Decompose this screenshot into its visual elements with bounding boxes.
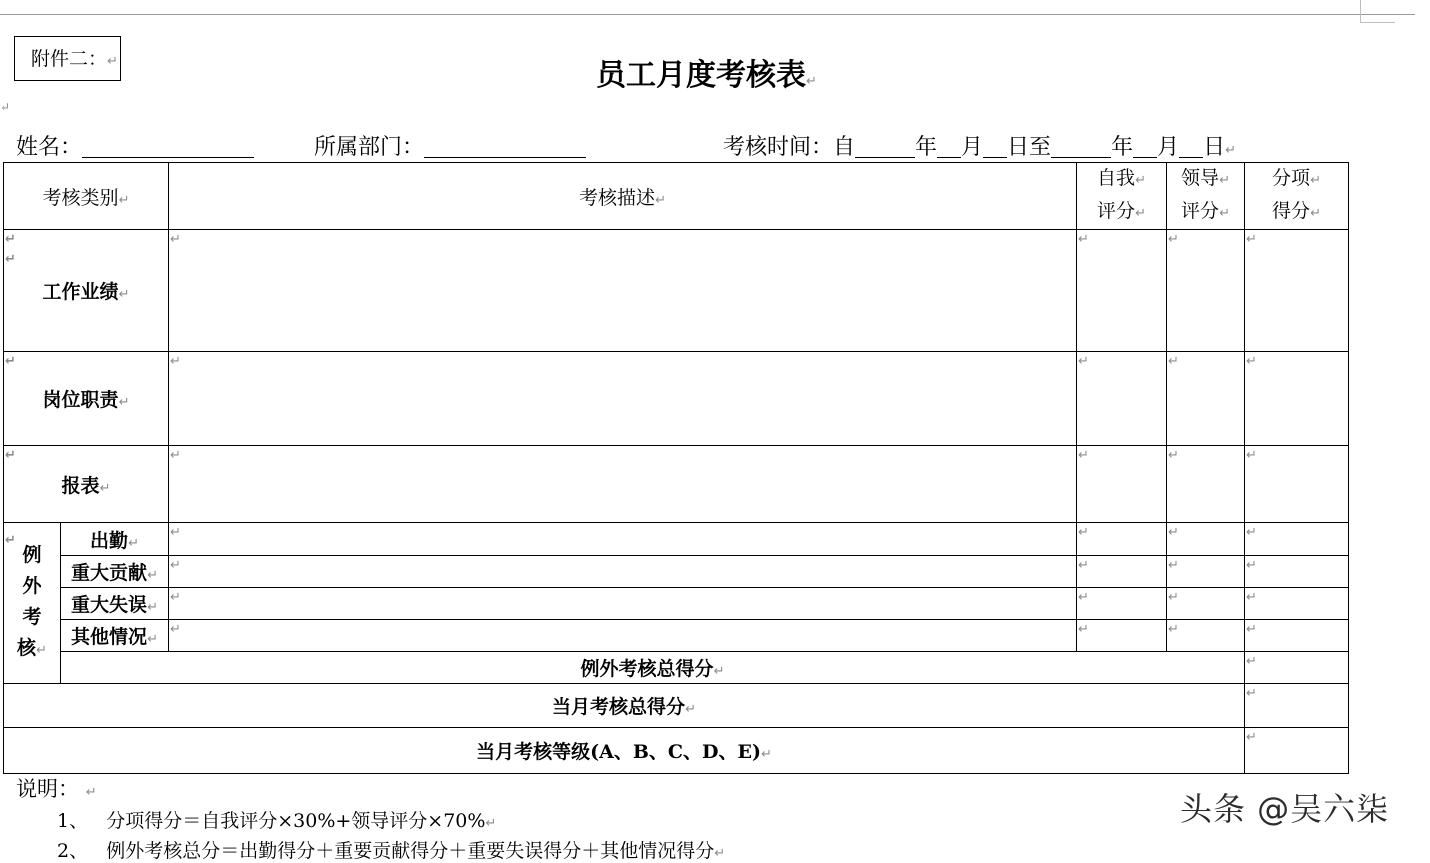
row-attendance xyxy=(4,523,1349,556)
cell-leader-score[interactable]: ↵ xyxy=(1167,588,1245,620)
row-major-contribution xyxy=(4,556,1349,588)
cell-leader-score[interactable]: ↵ xyxy=(1167,620,1245,652)
row-job-duties xyxy=(4,352,1349,446)
month2-label: 月 xyxy=(1157,135,1180,160)
day1-blank[interactable] xyxy=(983,135,1007,158)
sub-item-other: 其他情况↵ xyxy=(61,620,169,652)
cell-self-score[interactable]: ↵ xyxy=(1077,523,1167,556)
month-total-label: 当月考核总得分↵ xyxy=(4,684,1245,728)
name-field xyxy=(16,130,254,161)
day2-blank[interactable] xyxy=(1179,135,1203,158)
time-field xyxy=(723,130,1236,161)
year2-blank[interactable] xyxy=(1051,135,1111,158)
header-self-score: 自我↵ 评分↵ xyxy=(1077,163,1167,230)
cell-self-score[interactable]: ↵ xyxy=(1077,352,1167,446)
cell-item-score[interactable]: ↵ xyxy=(1245,556,1349,588)
cell-description[interactable]: ↵ xyxy=(169,446,1077,523)
cell-item-score[interactable]: ↵ xyxy=(1245,446,1349,523)
note-item-1: 1、 分项得分＝自我评分×30%+领导评分×70%↵ xyxy=(57,810,497,832)
cell-self-score[interactable]: ↵ xyxy=(1077,588,1167,620)
cell-description[interactable]: ↵ xyxy=(169,352,1077,446)
document-title xyxy=(520,50,920,94)
cell-leader-score[interactable]: ↵ xyxy=(1167,523,1245,556)
year2-label: 年 xyxy=(1111,135,1134,160)
time-label: 考核时间：自 xyxy=(723,135,856,160)
cell-description[interactable]: ↵ xyxy=(169,230,1077,352)
cell-leader-score[interactable]: ↵ xyxy=(1167,556,1245,588)
cell-item-score[interactable]: ↵ xyxy=(1245,588,1349,620)
attachment-label: 附件二： xyxy=(31,48,108,70)
row-exception-total xyxy=(4,652,1349,684)
exception-total-label: 例外考核总得分↵ xyxy=(61,652,1245,684)
category-work-performance: ↵ ↵ 工作业绩↵ xyxy=(4,230,169,352)
note-item-2: 2、 例外考核总分＝出勤得分＋重要贡献得分＋重要失误得分＋其他情况得分↵ xyxy=(57,840,726,862)
cell-item-score[interactable]: ↵ xyxy=(1245,523,1349,556)
day-end-label: 日 xyxy=(1203,135,1226,160)
cell-self-score[interactable]: ↵ xyxy=(1077,620,1167,652)
notes-heading: 说明： ↵ xyxy=(16,777,97,801)
sub-item-attendance: 出勤↵ xyxy=(61,523,169,556)
page-corner-mark xyxy=(1360,0,1395,23)
attachment-label-box xyxy=(14,36,121,81)
cell-month-grade[interactable]: ↵ xyxy=(1245,728,1349,774)
category-exception-review: ↵ 例 外 考 核↵ xyxy=(4,523,61,684)
cell-item-score[interactable]: ↵ xyxy=(1245,620,1349,652)
row-month-grade xyxy=(4,728,1349,774)
cell-description[interactable]: ↵ xyxy=(169,620,1077,652)
day-to-label: 日至 xyxy=(1007,135,1052,160)
sub-item-major-mistake: 重大失误↵ xyxy=(61,588,169,620)
cell-description[interactable]: ↵ xyxy=(169,588,1077,620)
dept-label: 所属部门： xyxy=(314,135,425,160)
header-description: 考核描述↵ xyxy=(169,163,1077,230)
month1-label: 月 xyxy=(961,135,984,160)
cell-self-score[interactable]: ↵ xyxy=(1077,556,1167,588)
cell-self-score[interactable]: ↵ xyxy=(1077,446,1167,523)
year1-blank[interactable] xyxy=(855,135,915,158)
row-month-total xyxy=(4,684,1349,728)
header-category: 考核类别↵ xyxy=(4,163,169,230)
evaluation-table xyxy=(3,162,1349,774)
name-label: 姓名： xyxy=(16,135,83,160)
dept-blank[interactable] xyxy=(424,135,586,158)
row-other xyxy=(4,620,1349,652)
row-work-performance xyxy=(4,230,1349,352)
paragraph-mark-icon: ↵ xyxy=(0,100,11,114)
cell-description[interactable]: ↵ xyxy=(169,556,1077,588)
page-top-border xyxy=(0,14,1415,15)
month-grade-label: 当月考核等级(A、B、C、D、E)↵ xyxy=(4,728,1245,774)
cell-item-score[interactable]: ↵ xyxy=(1245,352,1349,446)
title-text: 员工月度考核表 xyxy=(596,58,806,93)
row-major-mistake xyxy=(4,588,1349,620)
year1-label: 年 xyxy=(915,135,938,160)
cell-leader-score[interactable]: ↵ xyxy=(1167,230,1245,352)
category-job-duties: ↵ 岗位职责↵ xyxy=(4,352,169,446)
row-reports xyxy=(4,446,1349,523)
cell-month-total-score[interactable]: ↵ xyxy=(1245,684,1349,728)
dept-field xyxy=(314,130,586,161)
cell-description[interactable]: ↵ xyxy=(169,523,1077,556)
cell-item-score[interactable]: ↵ xyxy=(1245,230,1349,352)
cell-leader-score[interactable]: ↵ xyxy=(1167,352,1245,446)
month2-blank[interactable] xyxy=(1133,135,1157,158)
name-blank[interactable] xyxy=(82,135,254,158)
sub-item-major-contribution: 重大贡献↵ xyxy=(61,556,169,588)
paragraph-mark-icon: ↵ xyxy=(107,54,118,69)
header-item-score: 分项↵ 得分↵ xyxy=(1245,163,1349,230)
cell-self-score[interactable]: ↵ xyxy=(1077,230,1167,352)
paragraph-mark-icon: ↵ xyxy=(1225,143,1237,158)
watermark: 头条 @吴六柒 xyxy=(1180,790,1390,828)
header-leader-score: 领导↵ 评分↵ xyxy=(1167,163,1245,230)
table-header-row xyxy=(4,163,1349,230)
cell-leader-score[interactable]: ↵ xyxy=(1167,446,1245,523)
month1-blank[interactable] xyxy=(937,135,961,158)
category-reports: ↵ 报表↵ xyxy=(4,446,169,523)
cell-exception-total-score[interactable]: ↵ xyxy=(1245,652,1349,684)
paragraph-mark-icon: ↵ xyxy=(806,74,817,89)
